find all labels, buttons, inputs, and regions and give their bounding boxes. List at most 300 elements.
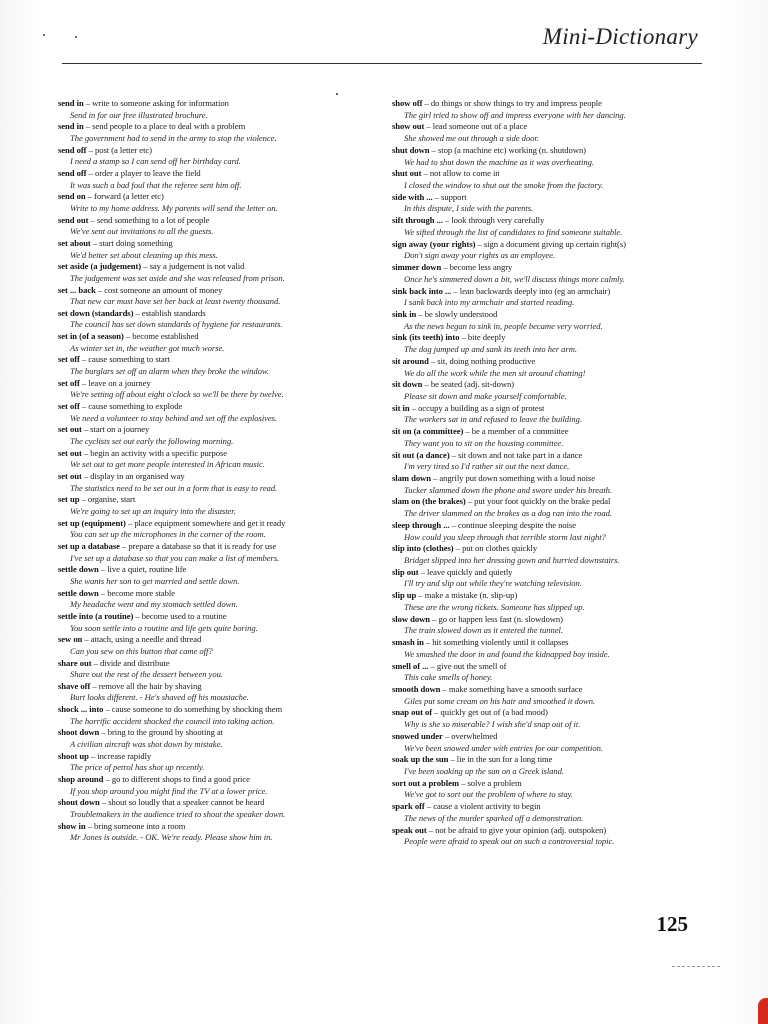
dictionary-entry bbox=[392, 496, 682, 519]
entry-example: People were afraid to speak out on such a controversial topic. bbox=[404, 836, 615, 847]
entry-headword: shop around bbox=[58, 774, 104, 785]
dictionary-entry bbox=[58, 261, 378, 284]
dictionary-entry bbox=[58, 354, 378, 377]
entry-definition-line bbox=[392, 145, 682, 157]
entry-definition: become established bbox=[132, 331, 199, 342]
entry-definition-line bbox=[58, 98, 378, 110]
entry-headword: set up bbox=[58, 494, 80, 505]
entry-separator: – bbox=[449, 519, 458, 530]
entry-headword: shout down bbox=[58, 797, 100, 808]
dictionary-entry bbox=[392, 754, 682, 777]
dictionary-entry bbox=[58, 751, 378, 774]
entry-definition-line bbox=[392, 309, 682, 321]
entry-separator: – bbox=[133, 610, 142, 621]
entry-definition-line bbox=[392, 239, 682, 251]
entry-example: Troublemakers in the audience tried to shout the speaker down. bbox=[70, 809, 286, 820]
entry-definition: lead someone out of a place bbox=[432, 121, 528, 132]
entry-definition: increase rapidly bbox=[97, 750, 152, 761]
entry-definition: sign a document giving up certain right(s) bbox=[483, 238, 626, 249]
entry-example: I'll try and slip out while they're watching television. bbox=[404, 578, 582, 589]
entry-definition: order a player to leave the field bbox=[94, 167, 201, 178]
entry-definition: quickly get out of (a bad mood) bbox=[440, 707, 548, 718]
dictionary-entry bbox=[392, 731, 682, 754]
entry-definition: write to someone asking for information bbox=[92, 98, 229, 108]
entry-example: My headache went and my stomach settled down. bbox=[70, 599, 238, 610]
entry-definition: overwhelmed bbox=[451, 730, 498, 741]
entry-example: The news of the murder sparked off a demonstration. bbox=[404, 812, 584, 823]
entry-separator: – bbox=[422, 379, 431, 390]
entry-definition: support bbox=[441, 191, 467, 202]
entry-separator: – bbox=[424, 801, 434, 812]
entry-definition-line bbox=[58, 471, 378, 483]
entry-definition: do things or show things to try and impress people bbox=[430, 98, 602, 108]
entry-headword: settle down bbox=[58, 587, 99, 598]
entry-separator: – bbox=[95, 284, 105, 295]
entry-definition-line bbox=[392, 121, 682, 133]
entry-definition-line bbox=[58, 588, 378, 600]
entry-separator: – bbox=[441, 262, 450, 273]
entry-definition-line bbox=[392, 801, 682, 813]
entry-headword: set off bbox=[58, 377, 80, 388]
entry-example: The horrific accident shocked the council into taking action. bbox=[70, 715, 275, 726]
entry-separator: – bbox=[90, 237, 100, 248]
dictionary-entry bbox=[58, 681, 378, 704]
entry-separator: – bbox=[432, 191, 442, 202]
entry-definition: angrily put down something with a loud noise bbox=[439, 473, 595, 483]
dictionary-entry bbox=[58, 634, 378, 657]
dictionary-entry bbox=[392, 192, 682, 215]
entry-definition: lean backwards deeply into (eg an armchair) bbox=[459, 285, 611, 296]
entry-separator: – bbox=[79, 494, 88, 505]
entry-definition: cost someone an amount of money bbox=[104, 284, 223, 295]
entry-definition: be seated (adj. sit-down) bbox=[430, 379, 515, 390]
entry-definition: cause something to explode bbox=[88, 401, 183, 412]
entry-separator: – bbox=[424, 121, 433, 132]
entry-definition: give out the smell of bbox=[436, 660, 507, 671]
entry-separator: – bbox=[421, 168, 430, 179]
entry-separator: – bbox=[86, 167, 95, 178]
entry-definition: send people to a place to deal with a problem bbox=[92, 121, 246, 132]
entry-headword: sit around bbox=[392, 355, 429, 366]
entry-example: In this dispute, I side with the parents. bbox=[404, 203, 534, 214]
entry-example: The cyclists set out early the following morning. bbox=[70, 436, 234, 447]
entry-separator: – bbox=[409, 402, 419, 413]
entry-separator: – bbox=[85, 820, 95, 831]
entry-separator: – bbox=[82, 634, 91, 645]
entry-headword: smell of ... bbox=[392, 660, 429, 671]
entry-headword: sit out (a dance) bbox=[392, 449, 450, 460]
dictionary-entry bbox=[392, 661, 682, 684]
entry-headword: set aside (a judgement) bbox=[58, 261, 142, 272]
dictionary-entry bbox=[58, 518, 378, 541]
entry-definition-line bbox=[58, 168, 378, 180]
entry-separator: – bbox=[86, 144, 95, 155]
entry-headword: shut out bbox=[392, 168, 422, 179]
dictionary-entry bbox=[392, 684, 682, 707]
entry-headword: soak up the sun bbox=[392, 754, 449, 765]
entry-definition: begin an activity with a specific purpose bbox=[90, 447, 228, 458]
page-speck bbox=[75, 36, 77, 38]
entry-separator: – bbox=[463, 426, 472, 437]
entry-definition-line bbox=[58, 308, 378, 320]
entry-definition: not allow to come in bbox=[429, 168, 500, 179]
entry-separator: – bbox=[459, 332, 468, 343]
dictionary-entry bbox=[392, 121, 682, 144]
dictionary-entry bbox=[58, 774, 378, 797]
entry-example: We smashed the door in and found the kidnapped boy inside. bbox=[404, 648, 610, 659]
entry-definition-line bbox=[392, 168, 682, 180]
entry-definition: become more stable bbox=[107, 587, 176, 598]
dictionary-entry bbox=[58, 145, 378, 168]
entry-headword: set off bbox=[58, 401, 80, 412]
entry-example: The workers sat in and refused to leave the building. bbox=[404, 414, 582, 425]
entry-definition-line bbox=[58, 191, 378, 203]
entry-example: I closed the window to shut out the smoke from the factory. bbox=[404, 180, 604, 191]
entry-example: The judgement was set aside and she was released from prison. bbox=[70, 272, 285, 283]
entry-separator: – bbox=[141, 261, 150, 272]
entry-separator: – bbox=[98, 587, 108, 598]
entry-headword: settle down bbox=[58, 564, 99, 575]
entry-separator: – bbox=[430, 613, 439, 624]
entry-definition: establish standards bbox=[141, 307, 206, 318]
entry-definition-line bbox=[58, 448, 378, 460]
dictionary-entry bbox=[58, 494, 378, 517]
entry-definition: place equipment somewhere and get it ready bbox=[134, 517, 286, 528]
entry-separator: – bbox=[91, 657, 100, 668]
dictionary-entry bbox=[58, 727, 378, 750]
entry-headword: sew on bbox=[58, 634, 83, 645]
entry-headword: side with ... bbox=[392, 191, 433, 202]
entry-headword: smooth down bbox=[392, 683, 441, 694]
entry-example: She showed me out through a side door. bbox=[404, 133, 539, 144]
entry-example: Mr Jones is outside. - OK. We're ready. Please show him in. bbox=[70, 832, 273, 843]
dictionary-entry bbox=[58, 448, 378, 471]
entry-definition-line bbox=[58, 378, 378, 390]
entry-headword: slip up bbox=[392, 590, 417, 601]
entry-definition: go to different shops to find a good price bbox=[111, 774, 250, 785]
entry-example: The government had to send in the army to stop the violence. bbox=[70, 132, 277, 143]
entry-separator: – bbox=[88, 214, 97, 225]
entry-example: Send in for our free illustrated brochure. bbox=[70, 109, 208, 120]
entry-example: It was such a bad foul that the referee sent him off. bbox=[70, 179, 242, 190]
dictionary-entry bbox=[58, 611, 378, 634]
entry-headword: shut down bbox=[392, 144, 430, 155]
entry-example: How could you sleep through that terrible storm last night? bbox=[404, 531, 606, 542]
entry-example: That new car must have set her back at least twenty thousand. bbox=[70, 296, 281, 307]
entry-headword: slip into (clothes) bbox=[392, 543, 454, 554]
entry-definition-line bbox=[392, 707, 682, 719]
entry-example: The statistics need to be set out in a form that is easy to read. bbox=[70, 482, 278, 493]
entry-definition-line bbox=[58, 658, 378, 670]
entry-definition: forward (a letter etc) bbox=[94, 191, 164, 202]
entry-example: Once he's simmered down a bit, we'll discuss things more calmly. bbox=[404, 273, 625, 284]
entry-definition: make a mistake (n. slip-up) bbox=[424, 590, 518, 601]
entry-separator: – bbox=[81, 424, 91, 435]
entry-example: Share out the rest of the dessert between you. bbox=[70, 669, 223, 680]
entry-separator: – bbox=[79, 401, 89, 412]
entry-example: We've got to sort out the problem of where to stay. bbox=[404, 789, 573, 800]
entry-definition: look through very carefully bbox=[451, 215, 545, 226]
entry-headword: send out bbox=[58, 214, 89, 225]
entry-headword: smash in bbox=[392, 637, 424, 648]
entry-headword: sink in bbox=[392, 308, 417, 319]
dictionary-entry bbox=[392, 614, 682, 637]
dictionary-entry bbox=[392, 567, 682, 590]
dictionary-entry bbox=[58, 658, 378, 681]
entry-definition: live a quiet, routine life bbox=[107, 564, 187, 575]
entry-definition: bring to the ground by shooting at bbox=[107, 727, 224, 738]
entry-definition-line bbox=[58, 424, 378, 436]
entry-definition-line bbox=[58, 401, 378, 413]
entry-separator: – bbox=[429, 144, 438, 155]
entry-headword: sink back into ... bbox=[392, 285, 452, 296]
dictionary-entry bbox=[58, 401, 378, 424]
entry-headword: sleep through ... bbox=[392, 519, 450, 530]
entry-definition-line bbox=[392, 98, 682, 110]
entry-separator: – bbox=[430, 473, 440, 483]
entry-definition: bite deeply bbox=[467, 332, 506, 343]
entry-definition-line bbox=[58, 285, 378, 297]
entry-headword: send off bbox=[58, 144, 87, 155]
entry-definition: stop (a machine etc) working (n. shutdown) bbox=[437, 144, 586, 155]
entry-definition: display in an organised way bbox=[90, 471, 185, 481]
dictionary-entry bbox=[392, 778, 682, 801]
entry-example: She wants her son to get married and settle down. bbox=[70, 575, 240, 586]
entry-definition-line bbox=[392, 473, 682, 485]
entry-example: You can set up the microphones in the corner of the room. bbox=[70, 529, 266, 540]
entry-definition-line bbox=[58, 518, 378, 530]
entry-separator: – bbox=[416, 590, 425, 601]
entry-definition-line bbox=[58, 238, 378, 250]
entry-headword: sort out a problem bbox=[392, 777, 459, 788]
dictionary-entry bbox=[58, 121, 378, 144]
entry-separator: – bbox=[475, 238, 484, 249]
entry-headword: sit down bbox=[392, 379, 423, 390]
entry-headword: set down (standards) bbox=[58, 307, 134, 318]
entry-example: If you shop around you might find the TV at a lower price. bbox=[70, 785, 268, 796]
entry-definition-line bbox=[392, 192, 682, 204]
entry-definition-line bbox=[58, 681, 378, 693]
entry-headword: send in bbox=[58, 98, 84, 108]
entry-definition-line bbox=[392, 754, 682, 766]
dictionary-entry bbox=[392, 145, 682, 168]
entry-headword: slam down bbox=[392, 473, 431, 483]
entry-headword: simmer down bbox=[392, 262, 442, 273]
entry-definition-line bbox=[58, 797, 378, 809]
entry-definition: hit something violently until it collapses bbox=[432, 637, 569, 648]
dictionary-entry bbox=[392, 707, 682, 730]
entry-headword: set off bbox=[58, 354, 80, 365]
dictionary-entry bbox=[58, 471, 378, 494]
entry-definition-line bbox=[392, 262, 682, 274]
entry-definition-line bbox=[58, 331, 378, 343]
entry-definition-line bbox=[58, 727, 378, 739]
entry-definition: say a judgement is not valid bbox=[149, 261, 245, 272]
entry-definition: make something have a smooth surface bbox=[448, 683, 583, 694]
dictionary-entry bbox=[58, 541, 378, 564]
entry-definition: start on a journey bbox=[90, 424, 150, 435]
entry-definition-line bbox=[392, 520, 682, 532]
entry-separator: – bbox=[83, 98, 93, 108]
entry-separator: – bbox=[428, 355, 438, 366]
entry-headword: sit on (a committee) bbox=[392, 426, 464, 437]
entry-example: The council has set down standards of hygiene for restaurants. bbox=[70, 319, 283, 330]
entry-headword: send off bbox=[58, 167, 87, 178]
entry-example: We need a volunteer to stay behind and set off the explosives. bbox=[70, 412, 278, 423]
dictionary-entry bbox=[392, 168, 682, 191]
entry-separator: – bbox=[465, 496, 475, 507]
dictionary-entry bbox=[392, 825, 682, 848]
entry-definition-line bbox=[392, 356, 682, 368]
entry-definition: become used to a routine bbox=[141, 610, 227, 621]
entry-separator: – bbox=[103, 774, 112, 785]
entry-definition: cause a violent activity to begin bbox=[433, 801, 541, 812]
entry-definition-line bbox=[58, 611, 378, 623]
entry-separator: – bbox=[79, 354, 89, 365]
entry-definition-line bbox=[58, 774, 378, 786]
dictionary-entry bbox=[58, 308, 378, 331]
entry-example: We set out to get more people interested in African music. bbox=[70, 459, 265, 470]
entry-definition-line bbox=[58, 541, 378, 553]
entry-example: This cake smells of honey. bbox=[404, 672, 493, 683]
entry-definition-line bbox=[392, 543, 682, 555]
entry-definition-line bbox=[392, 684, 682, 696]
entry-separator: – bbox=[119, 540, 129, 551]
entry-headword: set up (equipment) bbox=[58, 517, 126, 528]
entry-example: Giles put some cream on his hair and smoothed it down. bbox=[404, 695, 596, 706]
entry-definition-line bbox=[58, 121, 378, 133]
entry-headword: show in bbox=[58, 820, 86, 831]
dictionary-entry bbox=[392, 520, 682, 543]
entry-definition-line bbox=[392, 567, 682, 579]
entry-separator: – bbox=[426, 824, 436, 835]
entry-definition-line bbox=[392, 286, 682, 298]
entry-separator: – bbox=[123, 331, 133, 342]
entry-headword: send in bbox=[58, 121, 84, 132]
entry-definition: shout so loudly that a speaker cannot be heard bbox=[108, 797, 265, 808]
entry-definition: start doing something bbox=[99, 237, 173, 248]
entry-headword: spark off bbox=[392, 801, 425, 812]
entry-definition: leave quickly and quietly bbox=[427, 566, 513, 577]
entry-headword: slip out bbox=[392, 566, 419, 577]
dictionary-entry bbox=[58, 331, 378, 354]
entry-definition-line bbox=[58, 751, 378, 763]
entry-separator: – bbox=[85, 191, 95, 202]
entry-definition: sit, doing nothing productive bbox=[437, 355, 536, 366]
entry-headword: sit in bbox=[392, 402, 410, 413]
entry-example: The dog jumped up and sank its teeth into her arm. bbox=[404, 344, 577, 355]
entry-definition-line bbox=[392, 426, 682, 438]
entry-separator: – bbox=[428, 660, 437, 671]
entry-example: Why is she so miserable? I wish she'd snap out of it. bbox=[404, 719, 581, 730]
entry-definition-line bbox=[392, 450, 682, 462]
entry-example: We're going to set up an inquiry into the disaster. bbox=[70, 505, 236, 516]
entry-definition-line bbox=[58, 354, 378, 366]
entry-headword: set about bbox=[58, 237, 91, 248]
entry-example: The train slowed down as it entered the tunnel. bbox=[404, 625, 563, 636]
entry-separator: – bbox=[125, 517, 135, 528]
entry-example: As the news began to sink in, people became very worried. bbox=[404, 320, 603, 331]
entry-definition-line bbox=[58, 494, 378, 506]
entry-separator: – bbox=[418, 566, 428, 577]
entry-headword: slam on (the brakes) bbox=[392, 496, 466, 507]
entry-example: Write to my home address. My parents will send the letter on. bbox=[70, 202, 278, 213]
entry-separator: – bbox=[422, 98, 431, 108]
dictionary-entry bbox=[58, 424, 378, 447]
page-number: 125 bbox=[656, 912, 688, 936]
dictionary-entry bbox=[392, 98, 682, 121]
entry-definition: become less angry bbox=[449, 262, 513, 273]
entry-definition-line bbox=[392, 332, 682, 344]
entry-definition: be slowly understood bbox=[424, 308, 498, 319]
entry-example: Don't sign away your rights as an employee. bbox=[404, 250, 556, 261]
entry-separator: – bbox=[99, 797, 109, 808]
dictionary-entry bbox=[392, 286, 682, 309]
entry-example: Burt looks different. - He's shaved off his moustache. bbox=[70, 692, 249, 703]
dictionary-entry bbox=[58, 238, 378, 261]
entry-definition: organise, start bbox=[87, 494, 136, 505]
entry-definition: leave on a journey bbox=[88, 377, 151, 388]
entry-headword: send on bbox=[58, 191, 86, 202]
entry-example: We do all the work while the men sit around chatting! bbox=[404, 367, 586, 378]
dictionary-entry bbox=[392, 332, 682, 355]
entry-separator: – bbox=[79, 377, 89, 388]
entry-definition: post (a letter etc) bbox=[94, 144, 152, 155]
entry-headword: set out bbox=[58, 471, 82, 481]
entry-definition: continue sleeping despite the noise bbox=[457, 519, 577, 530]
entry-definition: be a member of a committee bbox=[471, 426, 569, 437]
entry-separator: – bbox=[453, 543, 463, 554]
entry-headword: snap out of bbox=[392, 707, 433, 718]
entry-headword: settle into (a routine) bbox=[58, 610, 134, 621]
entry-example: Please sit down and make yourself comfortable. bbox=[404, 390, 567, 401]
entry-separator: – bbox=[88, 750, 98, 761]
corner-mark bbox=[758, 998, 768, 1024]
entry-definition-line bbox=[58, 821, 378, 833]
entry-separator: – bbox=[423, 637, 433, 648]
entry-headword: shoot up bbox=[58, 750, 89, 761]
entry-separator: – bbox=[458, 777, 468, 788]
entry-separator: – bbox=[83, 121, 93, 132]
right-column bbox=[392, 98, 682, 848]
dictionary-entry bbox=[58, 168, 378, 191]
entry-definition: sit down and not take part in a dance bbox=[458, 449, 583, 460]
dictionary-entry bbox=[58, 797, 378, 820]
entry-definition-line bbox=[392, 825, 682, 837]
entry-headword: show out bbox=[392, 121, 425, 132]
entry-headword: set in (of a season) bbox=[58, 331, 124, 342]
entry-headword: set ... back bbox=[58, 284, 96, 295]
dictionary-entry bbox=[58, 588, 378, 611]
entry-definition: put on clothes quickly bbox=[462, 543, 538, 554]
entry-separator: – bbox=[416, 308, 425, 319]
entry-headword: speak out bbox=[392, 824, 427, 835]
entry-definition: bring someone into a room bbox=[94, 820, 186, 831]
entry-separator: – bbox=[99, 727, 108, 738]
entry-definition-line bbox=[58, 564, 378, 576]
dictionary-entry bbox=[392, 543, 682, 566]
entry-headword: sift through ... bbox=[392, 215, 443, 226]
entry-separator: – bbox=[451, 285, 460, 296]
dictionary-entry bbox=[392, 262, 682, 285]
entry-definition-line bbox=[392, 379, 682, 391]
entry-example: We've sent out invitations to all the guests. bbox=[70, 226, 214, 237]
entry-headword: sign away (your rights) bbox=[392, 238, 476, 249]
entry-definition-line bbox=[58, 704, 378, 716]
left-column bbox=[58, 98, 378, 844]
entry-definition-line bbox=[392, 215, 682, 227]
dictionary-entry bbox=[392, 379, 682, 402]
